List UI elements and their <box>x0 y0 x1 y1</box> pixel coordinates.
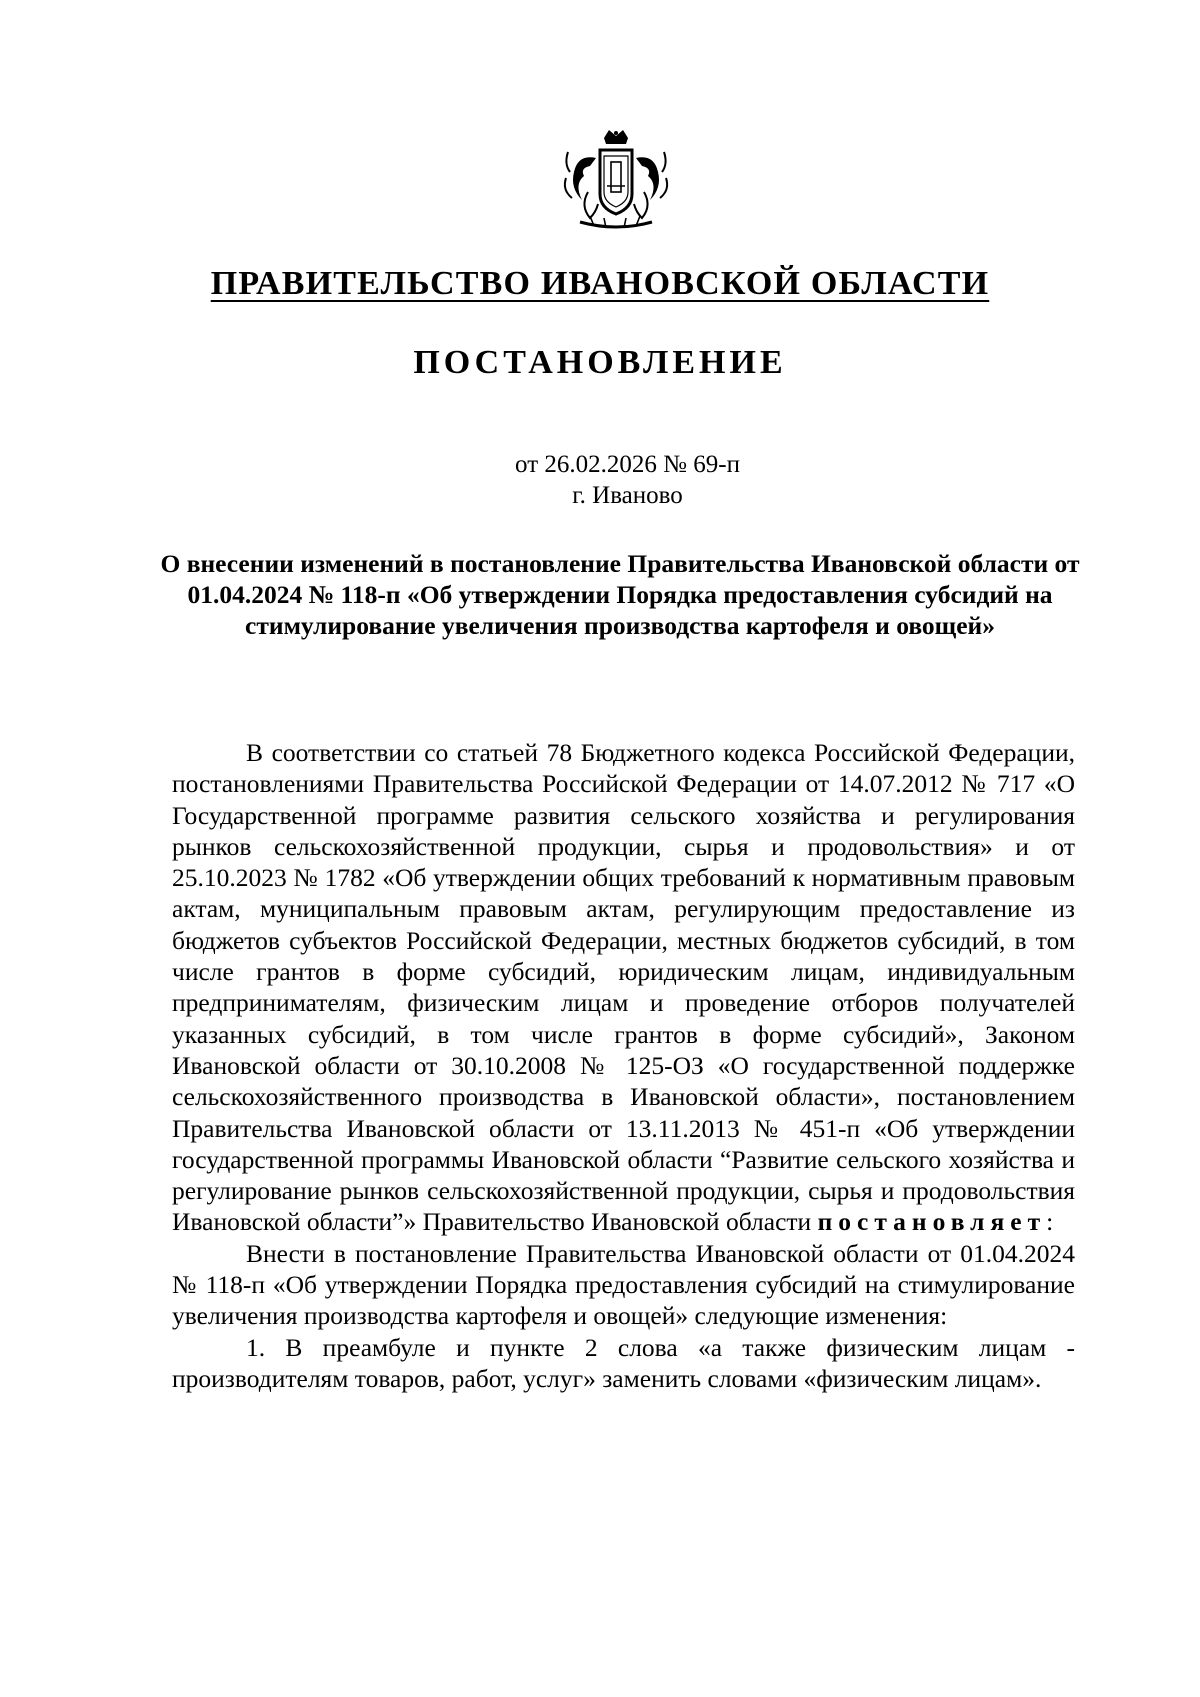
amendment-paragraph: Внести в постановление Правительства Ивановской области от 01.04.2024 № 118-п «Об утверждении Порядка предоставления субсидий на стимулирование увеличения производства картофеля и овощей» следующие изменения: <box>172 1238 1075 1331</box>
document-body <box>172 737 1075 1394</box>
document-subject: О внесении изменений в постановление Правительства Ивановской области от 01.04.2024 № 118-п «Об утверждении Порядка предоставления субсидий на стимулирование увеличения производства картофеля и овощей» <box>160 549 1080 640</box>
resolves-colon: : <box>1046 1207 1054 1237</box>
preamble-paragraph <box>172 737 1075 1238</box>
coat-of-arms-icon <box>560 128 672 232</box>
resolves-word: постановляет <box>817 1207 1047 1237</box>
preamble-text: В соответствии со статьей 78 Бюджетного кодекса Российской Федерации, постановлениями Правительства Российской Федерации от 14.07.2012 № 717 «О Государственной программе развития сельского хозяйства и регулирования рынков сельскохозяйственной продукции, сырья и продовольствия» и от 25.10.2023 № 1782 «Об утверждении общих требований к нормативным правовым актам, муниципальным правовым актам, регулирующим предоставление из бюджетов субъектов Российской Федерации, местных бюджетов субсидий, в том числе грантов в форме субсидий, юридическим лицам, индивидуальным предпринимателям, физическим лицам и проведение отборов получателей указанных субсидий, в том числе грантов в форме субсидий», Законом Ивановской области от 30.10.2008 № 125-ОЗ «О государственной поддержке сельскохозяйственного производства в Ивановской области», постановлением Правительства Ивановской области от 13.11.2013 № 451-п «Об утверждении государственной программы Ивановской области “Развитие сельского хозяйства и регулирование рынков сельскохозяйственной продукции, сырья и продовольствия Ивановской области”» Правительство Ивановской области <box>172 738 1075 1237</box>
document-type: ПОСТАНОВЛЕНИЕ <box>413 344 787 381</box>
government-name: ПРАВИТЕЛЬСТВО ИВАНОВСКОЙ ОБЛАСТИ <box>210 265 990 302</box>
amendment-item-1: 1. В преамбуле и пункте 2 слова «а также физическим лицам - производителям товаров, работ, услуг» заменить словами «физическим лицам». <box>172 1332 1075 1393</box>
document-city: г. Иваново <box>572 482 683 509</box>
document-meta <box>0 449 1200 511</box>
document-date-number: от 26.02.2026 № 69-п <box>515 451 740 478</box>
